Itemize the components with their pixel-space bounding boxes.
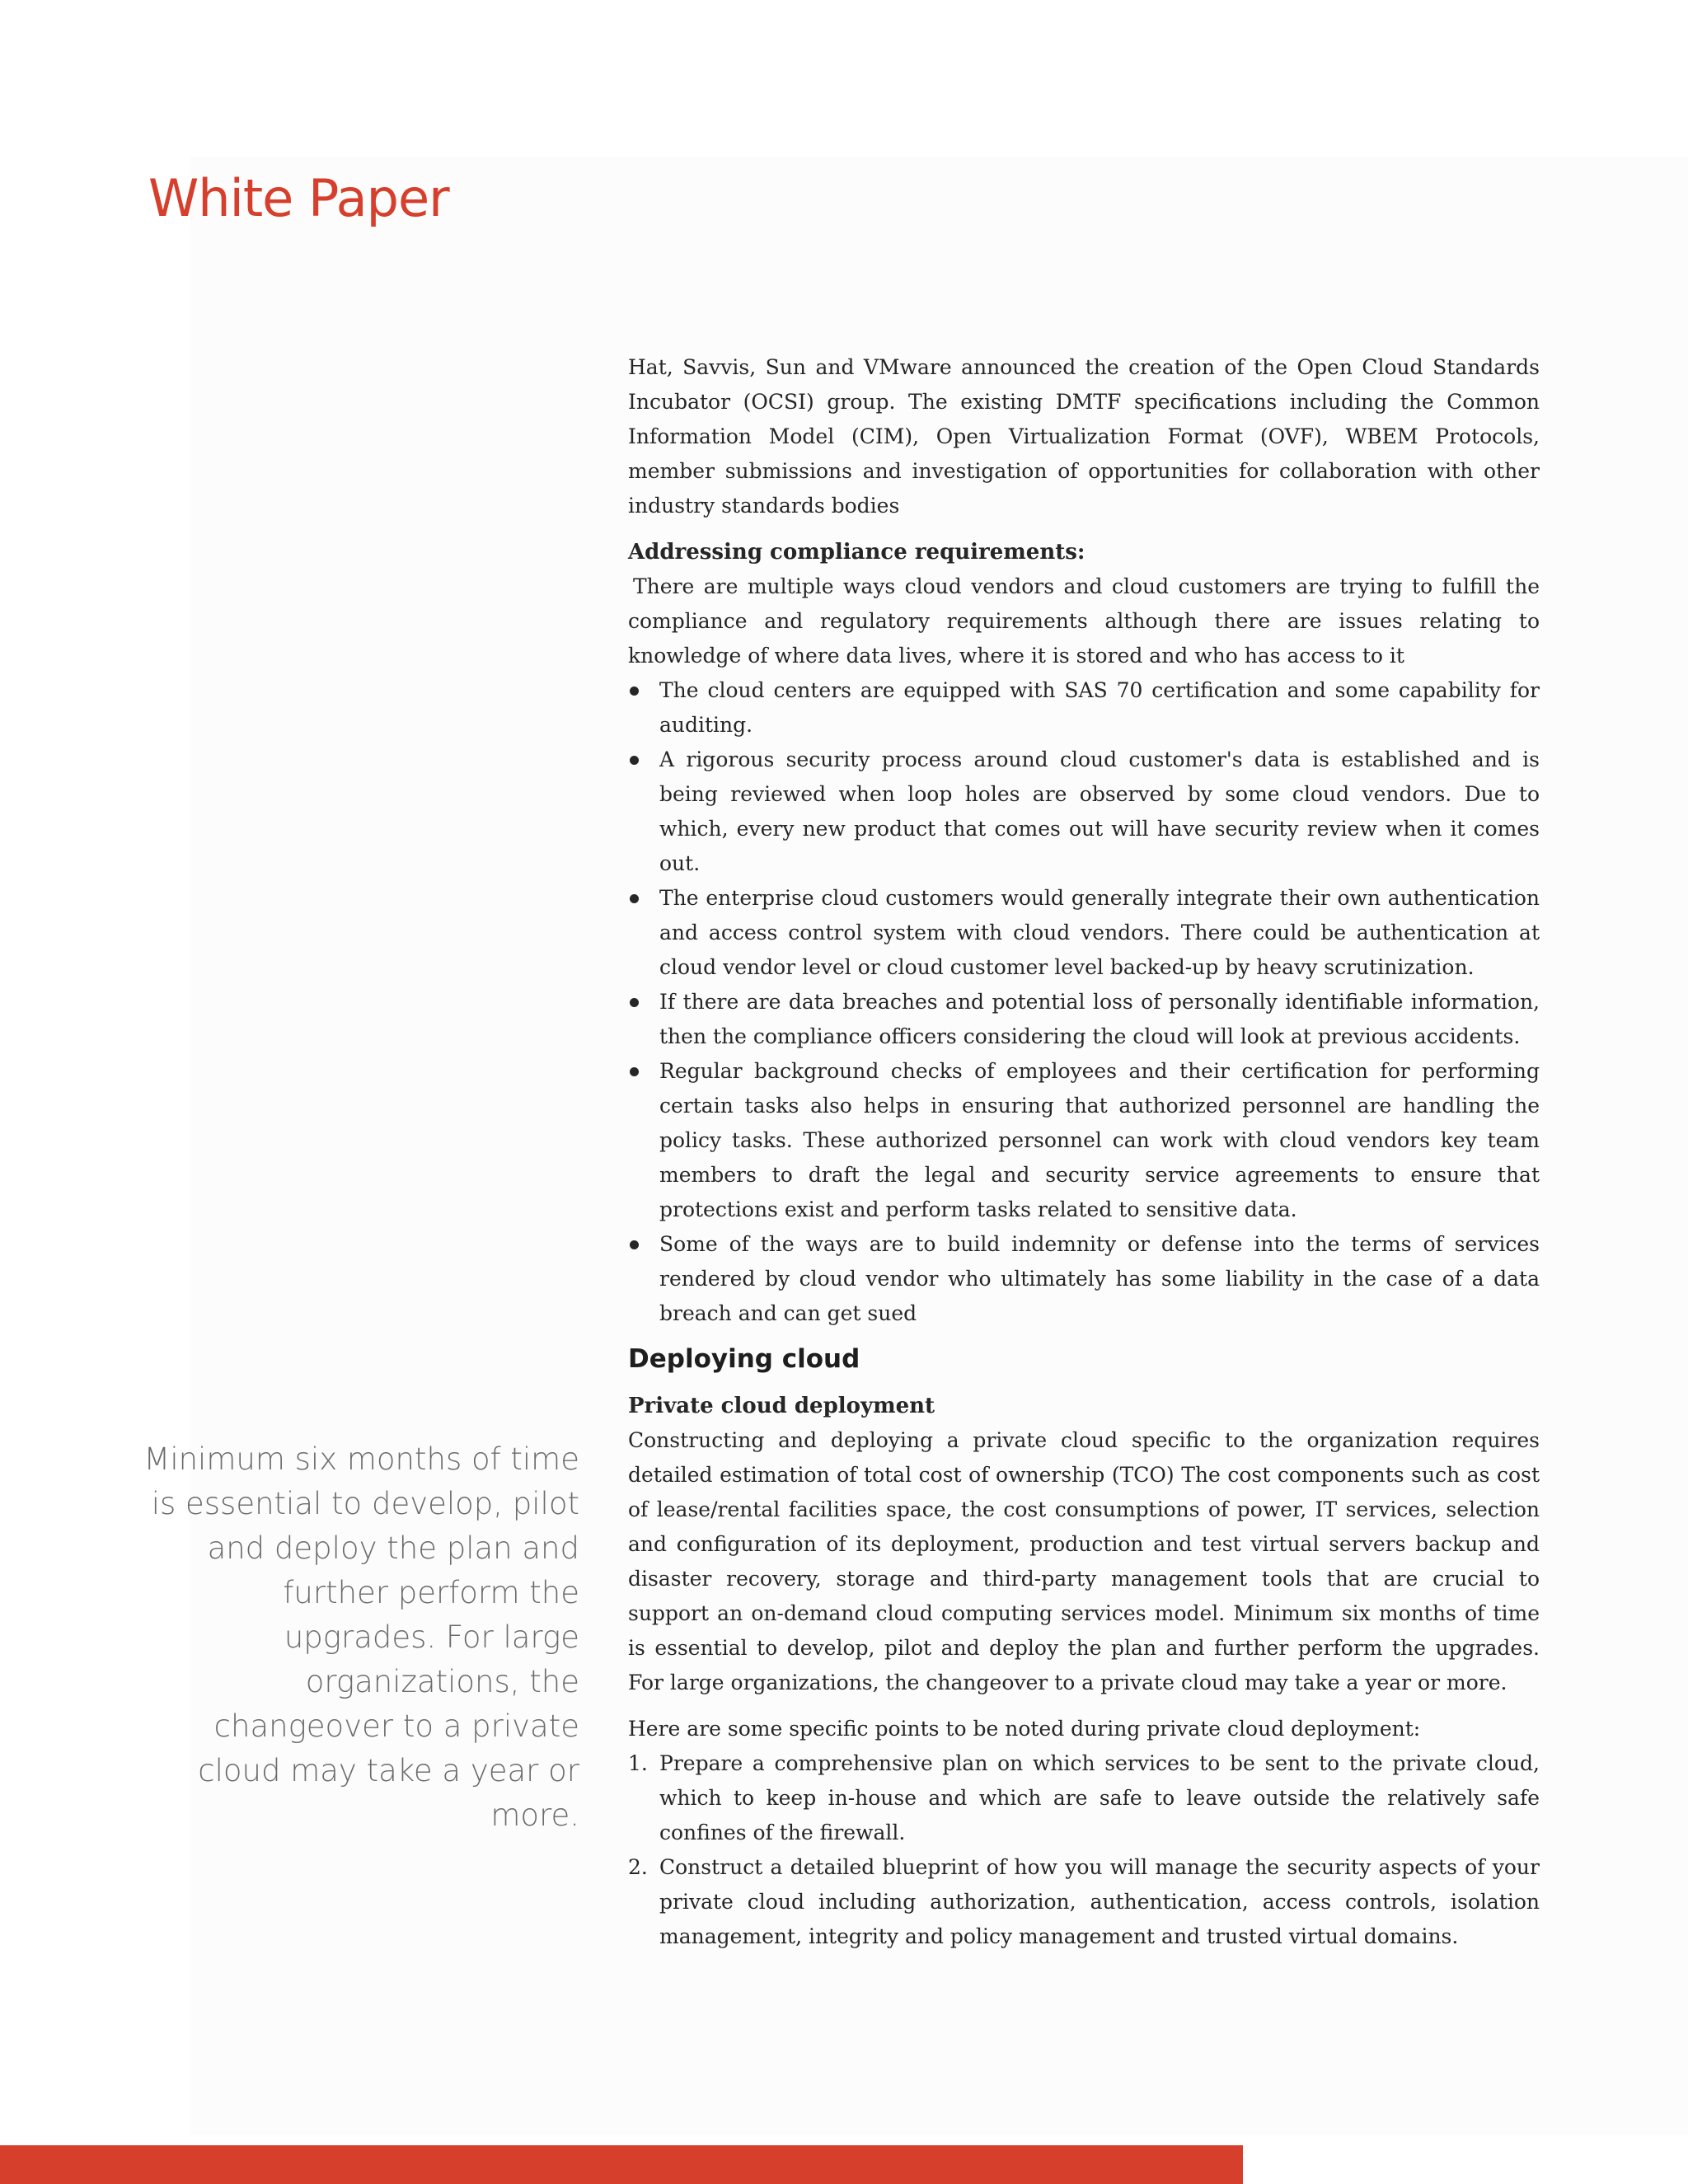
section-heading-deploying-cloud: Deploying cloud: [628, 1344, 860, 1374]
list-item: The cloud centers are equipped with SAS 70 certification and some capability for auditing.: [628, 673, 1540, 743]
list-number: 1.: [628, 1751, 648, 1775]
list-item: A rigorous security process around cloud customer's data is established and is being reviewed when loop holes are observed by some cloud vendors. Due to which, every new product that comes out will have security review when it comes out.: [628, 743, 1540, 881]
points-intro: Here are some specific points to be noted during private cloud deployment:: [628, 1717, 1421, 1741]
intro-paragraph: Hat, Savvis, Sun and VMware announced the creation of the Open Cloud Standards Incubator (OCSI) group. The existing DMTF specifications including the Common Information Model (CIM), Open Virtualization Format (OVF), WBEM Protocols, member submissions and investigation of opportunities for collaboration with other industry standards bodies: [628, 355, 1540, 518]
list-item-text: Prepare a comprehensive plan on which services to be sent to the private cloud, which to keep in-house and which are safe to leave outside the relatively safe confines of the firewall.: [659, 1751, 1540, 1844]
list-item: Regular background checks of employees and their certification for performing certain tasks also helps in ensuring that authorized personnel are handling the policy tasks. These authorized personnel can work with cloud vendors key team members to draft the legal and security service agreements to ensure that protections exist and perform tasks related to sensitive data.: [628, 1054, 1540, 1227]
list-item-text: Construct a detailed blueprint of how you will manage the security aspects of your private cloud including authorization, authentication, access controls, isolation management, integrity and policy management and trusted virtual domains.: [659, 1855, 1540, 1948]
deployment-points-list: [628, 1746, 1540, 1954]
pull-quote: Minimum six months of time is essential to develop, pilot and deploy the plan and further perform the upgrades. For large organizations, the changeover to a private cloud may take a year or more.: [143, 1441, 579, 1833]
list-item: [628, 881, 1540, 985]
main-content: [628, 350, 1540, 1954]
compliance-bullet-list: [628, 673, 1540, 1331]
list-item: If there are data breaches and potential loss of personally identifiable information, then the compliance officers considering the cloud will look at previous accidents.: [628, 985, 1540, 1054]
footer-accent-bar: [0, 2145, 1243, 2184]
list-number: 2.: [628, 1855, 648, 1879]
list-item: [628, 1746, 1540, 1850]
document-header-title: White Paper: [148, 167, 449, 228]
compliance-heading: Addressing compliance requirements:: [628, 540, 1085, 565]
list-item: [628, 1850, 1540, 1954]
subheading-private-cloud: Private cloud deployment: [628, 1394, 935, 1418]
list-item: Some of the ways are to build indemnity or defense into the terms of services rendered by cloud vendor who ultimately has some liability in the case of a data breach and can get sued: [628, 1227, 1540, 1331]
list-item-text: The enterprise cloud customers would generally integrate their own authentication and access control system with cloud vendors. There could be authentication at cloud vendor level or cloud customer level backed-up by heavy scrutinization.: [659, 886, 1540, 979]
compliance-intro: There are multiple ways cloud vendors and cloud customers are trying to fulfill the compliance and regulatory requirements although there are issues relating to knowledge of where data lives, where it is stored and who has access to it: [628, 574, 1540, 668]
private-cloud-paragraph: Constructing and deploying a private cloud specific to the organization requires detailed estimation of total cost of ownership (TCO) The cost components such as cost of lease/rental facilities space, the cost consumptions of power, IT services, selection and configuration of its deployment, production and test virtual servers backup and disaster recovery, storage and third-party management tools that are crucial to support an on-demand cloud computing services model. Minimum six months of time is essential to develop, pilot and deploy the plan and further perform the upgrades. For large organizations, the changeover to a private cloud may take a year or more.: [628, 1428, 1540, 1694]
